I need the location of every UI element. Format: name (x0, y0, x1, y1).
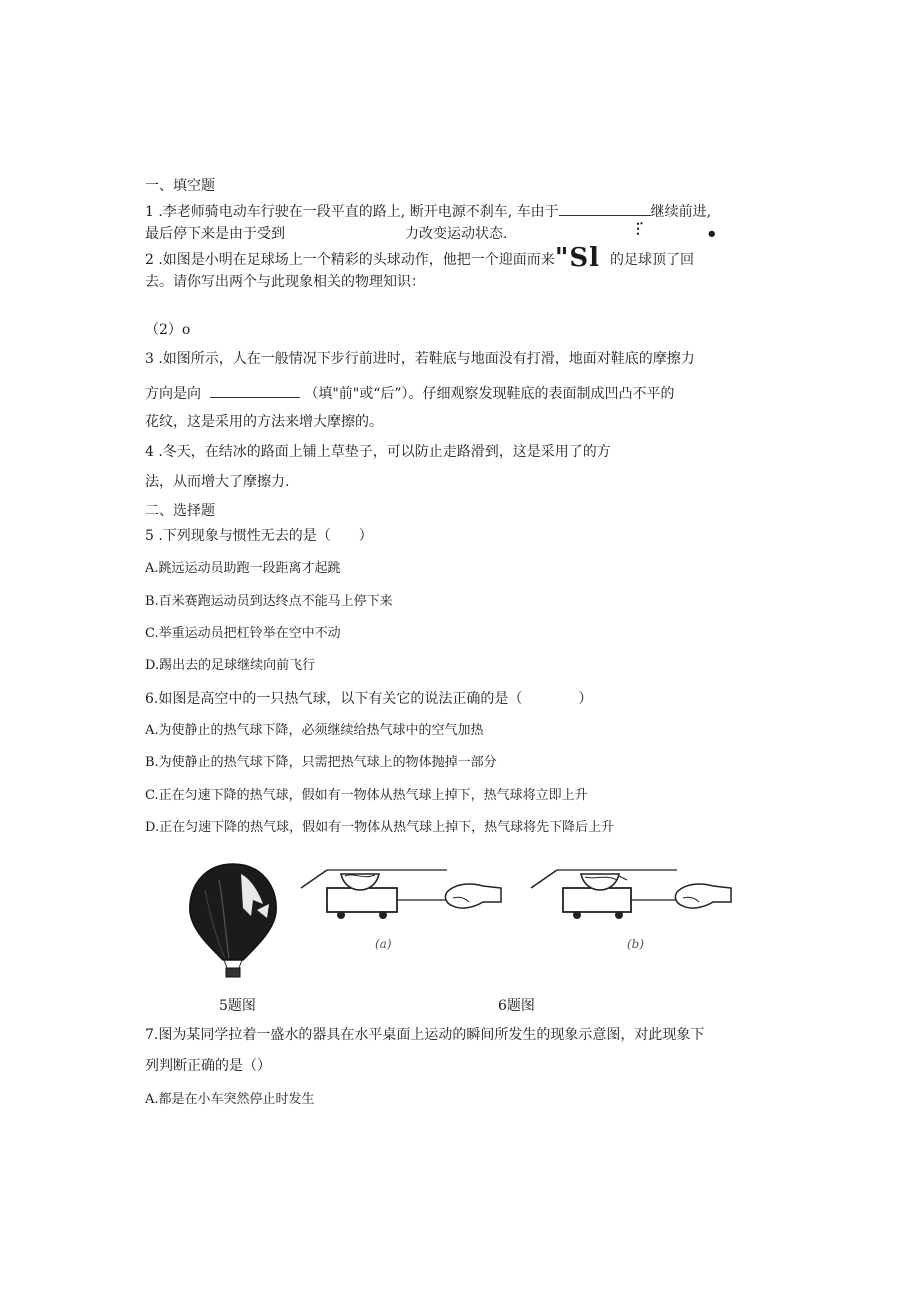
q3-blank[interactable] (210, 383, 300, 398)
q2-line1-pre: 2 .如图是小明在足球场上一个精彩的头球动作，他把一个迎面而来 (145, 252, 555, 268)
q1-line2 (145, 225, 507, 243)
q6-option-d[interactable]: D.正在匀速下降的热气球，假如有一物体从热气球上掉下，热气球将先下降后上升 (145, 820, 615, 835)
q4-line2: 法，从而增大了摩擦力. (145, 474, 290, 490)
q5-option-d[interactable]: D.踢出去的足球继续向前飞行 (145, 658, 316, 673)
q3-line1: 3 .如图所示，人在一般情况下步行前进时，若鞋底与地面没有打滑，地面对鞋底的摩擦力 (145, 351, 695, 367)
q2-item2: （2）o (145, 322, 191, 338)
caption-figure-6: 6题图 (498, 998, 535, 1014)
q6-option-a[interactable]: A.为使静止的热气球下降，必须继续给热气球中的空气加热 (145, 723, 484, 738)
figure-label-a: (a) (375, 937, 392, 951)
section1-title: 一、填空题 (145, 178, 215, 194)
q5-option-b[interactable]: B.百米赛跑运动员到达终点不能马上停下来 (145, 594, 393, 609)
q7-line1: 7.图为某同学拉着一盛水的器具在水平桌面上运动的瞬间所发生的现象示意图，对此现象下 (145, 1027, 705, 1043)
q2-line1-post: 的足球顶了回 (610, 252, 695, 268)
q2-line1 (145, 243, 695, 273)
figure-label-b: (b) (627, 937, 645, 951)
q3-line2 (145, 383, 675, 403)
q1-line2-post: 力改变运动状态. (405, 226, 508, 242)
q6-option-b[interactable]: B.为使静止的热气球下降，只需把热气球上的物体抛掉一部分 (145, 755, 497, 770)
q5-option-c[interactable]: C.举重运动员把杠铃举在空中不动 (145, 626, 341, 641)
cart-figure-a (297, 862, 507, 952)
q1-line1-post: 继续前进, (650, 204, 712, 220)
q4-line1: 4 .冬天，在结冰的路面上铺上草垫子，可以防止走路滑到，这是采用了的方 (145, 444, 611, 460)
hot-air-balloon-figure (183, 860, 283, 980)
q6-option-c[interactable]: C.正在匀速下降的热气球，假如有一物体从热气球上掉下，热气球将立即上升 (145, 788, 588, 803)
section2-title: 二、选择题 (145, 503, 215, 519)
q2-glyph: "Sl (554, 243, 601, 273)
q1-line2-pre: 最后停下来是由于受到 (145, 226, 285, 242)
q1-marks: ⋮̇ (631, 221, 645, 237)
q3-line2-post: （填"前"或“后”）。仔细观察发现鞋底的表面制成凹凸不平的 (304, 386, 675, 402)
cart-figure-b (527, 862, 737, 952)
q1-blank1[interactable] (559, 201, 651, 216)
q3-line2-pre: 方向是向 (145, 386, 201, 402)
q1-line1-pre: 1 .李老师骑电动车行驶在一段平直的路上, 断开电源不刹车, 车由于 (145, 204, 559, 220)
q2-line2: 去。请你写出两个与此现象相关的物理知识： (145, 274, 425, 290)
q6-stem: 6.如图是高空中的一只热气球，以下有关它的说法正确的是（ ） (145, 691, 593, 707)
q1-line1 (145, 201, 711, 221)
q7-line2: 列判断正确的是（） (145, 1058, 271, 1074)
q3-line3: 花纹，这是采用的方法来增大摩擦的。 (145, 414, 383, 430)
q5-option-a[interactable]: A.跳远运动员助跑一段距离才起跳 (145, 561, 341, 576)
q1-dot: • (706, 224, 718, 245)
caption-figure-5: 5题图 (219, 998, 256, 1014)
q5-stem: 5 .下列现象与惯性无去的是（ ） (145, 528, 373, 544)
q7-option-a[interactable]: A.都是在小车突然停止时发生 (145, 1092, 315, 1107)
